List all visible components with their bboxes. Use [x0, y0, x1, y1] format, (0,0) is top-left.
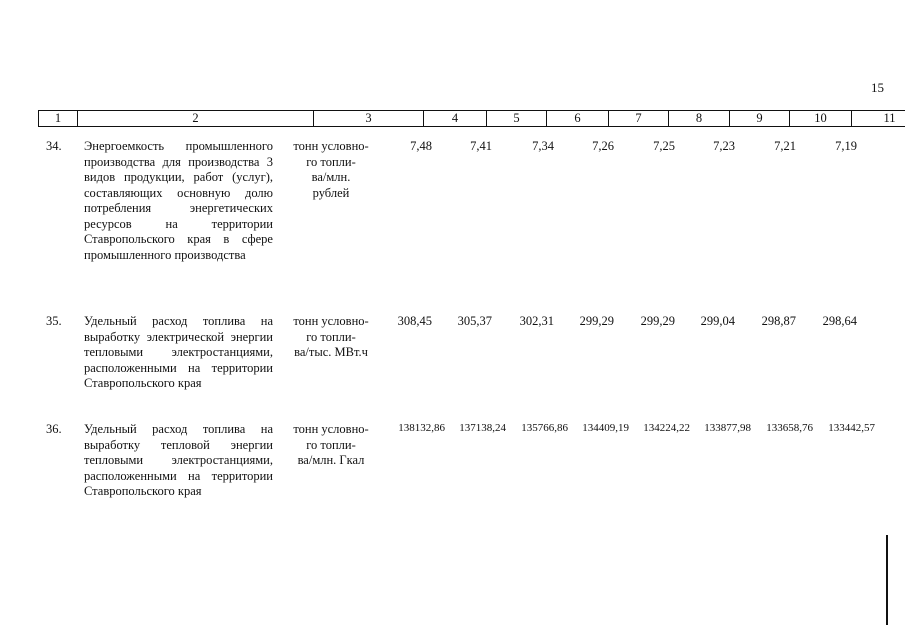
unit-line: ва/млн. Гкал — [297, 453, 365, 467]
value-col-5: 7,41 — [470, 139, 492, 153]
unit-line: го топли- — [306, 154, 356, 169]
value-col-7: 134409,19 — [582, 422, 629, 434]
value-col-11: 7,19 — [835, 139, 857, 153]
value-col-8: 7,25 — [653, 139, 675, 153]
value-col-4: 138132,86 — [398, 422, 445, 434]
value-col-6: 302,31 — [519, 314, 554, 328]
unit-line: рублей — [312, 185, 350, 200]
value-col-10: 7,21 — [774, 139, 796, 153]
value-col-10: 298,87 — [761, 314, 796, 328]
header-col-5: 5 — [487, 111, 547, 127]
header-col-4: 4 — [424, 111, 487, 127]
header-col-9: 9 — [730, 111, 790, 127]
header-col-1: 1 — [39, 111, 78, 127]
row-number: 35. — [46, 314, 62, 328]
unit-line: ва/млн. — [311, 170, 351, 184]
header-col-10: 10 — [790, 111, 852, 127]
value-col-7: 299,29 — [579, 314, 614, 328]
column-header-table — [38, 110, 905, 127]
value-col-10: 133658,76 — [766, 422, 813, 434]
row-unit — [283, 139, 379, 201]
unit-line: го топли- — [306, 437, 356, 452]
value-col-8: 134224,22 — [643, 422, 690, 434]
header-col-8: 8 — [669, 111, 730, 127]
row-description: Удельный расход топлива на выработку тепловой энергии тепловыми электростанциями, расположенными на территории Ставропольского края — [84, 422, 273, 498]
row-unit — [283, 314, 379, 361]
value-col-6: 135766,86 — [521, 422, 568, 434]
row-description: Энергоемкость промышленного производства для производства 3 видов продукции, работ (услуг), составляющих основную долю потребления энергетических ресурсов на территории Ставропольского края в сфере промышленного производства — [84, 139, 273, 262]
value-col-7: 7,26 — [592, 139, 614, 153]
unit-line: тонн условно- — [293, 139, 369, 153]
value-col-11: 298,64 — [822, 314, 857, 328]
value-col-11: 133442,57 — [828, 422, 875, 434]
row-unit — [283, 422, 379, 469]
header-col-11: 11 — [852, 111, 905, 127]
row-description: Удельный расход топлива на выработку электрической энергии тепловыми электростанциями, расположенными на территории Ставропольского края — [84, 314, 273, 390]
value-col-4: 308,45 — [397, 314, 432, 328]
value-col-9: 133877,98 — [704, 422, 751, 434]
unit-line: го топли- — [306, 329, 356, 344]
unit-line: тонн условно- — [293, 314, 369, 328]
value-col-5: 305,37 — [457, 314, 492, 328]
header-col-7: 7 — [609, 111, 669, 127]
unit-line: ва/тыс. МВт.ч — [294, 345, 368, 359]
value-col-5: 137138,24 — [459, 422, 506, 434]
page-number: 15 — [871, 80, 884, 95]
value-col-9: 299,04 — [700, 314, 735, 328]
row-number: 34. — [46, 139, 62, 153]
value-col-4: 7,48 — [410, 139, 432, 153]
header-col-6: 6 — [547, 111, 609, 127]
header-col-3: 3 — [314, 111, 424, 127]
header-col-2: 2 — [78, 111, 314, 127]
unit-line: тонн условно- — [293, 422, 369, 436]
value-col-6: 7,34 — [532, 139, 554, 153]
value-col-9: 7,23 — [713, 139, 735, 153]
row-number: 36. — [46, 422, 62, 436]
value-col-8: 299,29 — [640, 314, 675, 328]
page-edge-line — [886, 535, 888, 625]
